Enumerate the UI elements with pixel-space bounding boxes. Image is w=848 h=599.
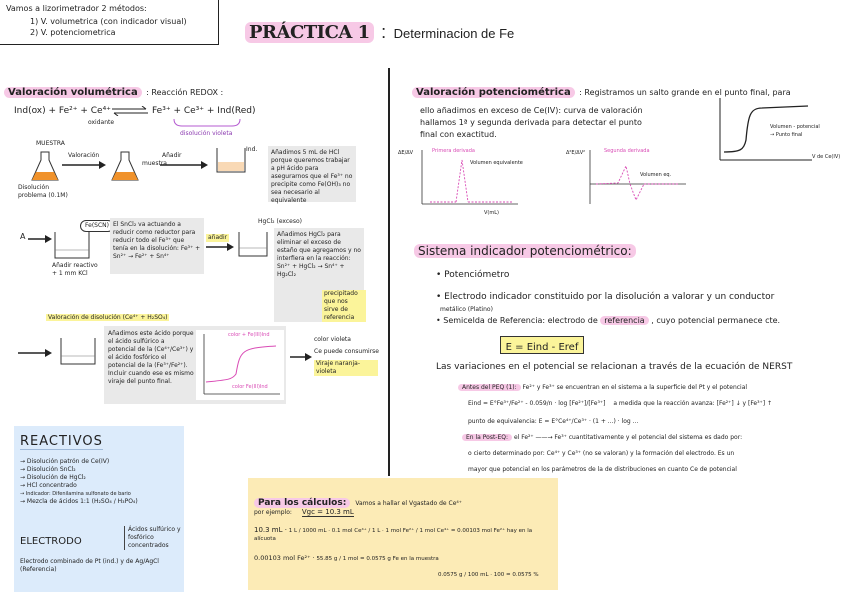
beaker-icon [58, 336, 98, 366]
calc-example: por ejemplo: Vgc = 10.3 mL [254, 508, 354, 516]
intro-line-3: 2) V. potenciometrica [30, 28, 116, 37]
arrow-icon [206, 242, 234, 252]
note-sncl2: El SnCl₂ va actuando a reducir como reductor para reducir todo el Fe³⁺ que tenía en la disolución: Fe³⁺ + Sn²⁺ → Fe²⁺ + Sn⁴⁺ [110, 218, 204, 274]
hgcl2-label: HgCl₂ (exceso) [258, 218, 302, 225]
beaker-icon [236, 228, 270, 258]
bullet-referencia: • Semicelda de Referencia: electrodo de referencia , cuyo potencial permanece cte. [436, 316, 781, 325]
potentiometric-text-3: hallamos 1ª y segunda derivada para detectar el punto [420, 118, 642, 127]
page-title [245, 22, 514, 50]
second-derivative-graph [588, 148, 688, 208]
add-label: Añadir [162, 152, 182, 159]
reactivo-item: → Mezcla de ácidos 1:1 (H₂SO₄ / H₃PO₄) [20, 498, 138, 505]
purple-color-label: color violeta [314, 336, 351, 343]
bubble-label: Fe(SCN) [80, 220, 114, 232]
calc-line-3: 0.0575 g / 100 mL · 100 = 0.0575 % [438, 572, 539, 578]
title-colon: : [381, 22, 387, 42]
ce-consumed-label: Ce puede consumirse [314, 348, 379, 355]
intro-line-2: 1) V. volumetrica (con indicador visual) [30, 17, 187, 26]
beaker-icon [52, 228, 92, 260]
reactivo-item: → Disolución de HgCl₂ [20, 474, 86, 481]
reactivo-item: → HCl concentrado [20, 482, 77, 489]
pre-eq-line: Antes del PEQ (1): Fe²⁺ y Fe³⁺ se encuentran en el sistema a la superficie del Pt y el potencial [458, 384, 848, 392]
reactivos-brace-note: Ácidos sulfúrico y fosfórico concentrados [124, 526, 184, 550]
calc-line-2: 0.00103 mol Fe²⁺ · 55.85 g / 1 mol = 0.0575 g Fe en la muestra [254, 554, 439, 562]
title-typed: Determinacion de Fe [393, 26, 515, 41]
reactivo-item: → Indicador: Difenilamina sulfonato de bario [20, 491, 131, 497]
nernst-intro: Las variaciones en el potencial se relacionan a través de la ecuación de NERST [436, 362, 793, 372]
bullet-electrodo-a: • Electrodo indicador constituido por la disolución a valorar y un conductor [436, 292, 775, 302]
potentiometric-text-2: ello añadimos en exceso de Ce(IV): curva de valoración [420, 106, 643, 115]
column-divider [388, 68, 390, 476]
electrodo-text: Electrodo combinado de Pt (ind.) y de Ag/AgCl (Referencia) [20, 558, 159, 573]
arrow-icon [290, 352, 312, 362]
curve-axis-label: V de Ce(IV) [812, 154, 841, 160]
d2-note: Volumen eq. [640, 172, 672, 178]
note-hgcl2-precipitate: precipitado que nos sirve de referencia [322, 290, 366, 322]
reaction-brace-icon [172, 118, 242, 128]
titration-ce-label: Valoración de disolución (Ce⁴⁺ + H₂SO₄) [48, 314, 168, 321]
volumetric-section-title: Valoración volumétrica : Reacción REDOX : [4, 82, 223, 100]
step-a-caption: Añadir reactivo + 1 mm KCl [52, 262, 98, 277]
note-acid: Añadimos este ácido porque el ácido sulfúrico a potencial de la (Ce⁴⁺/Ce³⁺) y el ácido fosfórico el potencial de la (Fe³⁺/Fe²⁺). Incluir cuando ese es mismo viraje del punto final. [108, 330, 194, 385]
d1-title: Primera derivada [432, 148, 475, 154]
potentiometric-text-4: final con exactitud. [420, 130, 497, 139]
intro-box [0, 0, 219, 45]
d1-ylabel: ΔE/ΔV [398, 150, 414, 156]
reactivos-title: REACTIVOS [20, 434, 103, 449]
sample-label: MUESTRA [36, 140, 65, 147]
calc-box [248, 478, 558, 590]
formula-box [500, 336, 584, 354]
d1-xlabel: V(mL) [484, 210, 499, 216]
post-eq-line-3: mayor que potencial en los parámetros de la de distribuciones en cuanto Ce de potencial [468, 466, 737, 473]
flask-sample-icon [30, 150, 60, 182]
post-eq-line-2: o cierto determinado por: Ce⁴⁺ y Ce³⁺ (no se valoran) y la formación del electrodo. Es un [468, 450, 735, 457]
d2-title: Segunda derivada [604, 148, 650, 154]
nernst-eq-1: Eind = E°Fe³⁺/Fe²⁺ - 0.059/n · log [Fe²⁺]/[Fe³⁺] a medida que la reacción avanza: [Fe²⁺] ↓ y [Fe³⁺] ↑ [468, 400, 772, 407]
d1-note: Volumen equivalente [470, 160, 523, 166]
titration-curve-graph [716, 96, 816, 166]
sistema-title: Sistema indicador potenciométrico: [414, 240, 636, 259]
step-a-label: A [20, 232, 26, 241]
add-arrow-label: añadir [208, 234, 228, 241]
reaction-note: disolución violeta [180, 130, 233, 137]
arrow-icon [62, 160, 106, 170]
reaction-right: Fe³⁺ + Ce³⁺ + Ind(Red) [152, 106, 256, 116]
note-hgcl2: Añadimos HgCl₂ para eliminar el exceso de estaño que agregamos y no interfiera en la reacción: Sn²⁺ + HgCl₂ → Sn⁴⁺ + Hg₂Cl₂ [274, 228, 364, 322]
arrow-icon [18, 348, 52, 358]
arrow-icon [160, 160, 208, 170]
reactivos-box [14, 426, 184, 592]
reaction-left: Ind(ox) + Fe²⁺ + Ce⁴⁺ [14, 106, 111, 116]
first-derivative-graph [420, 148, 520, 208]
equivalence-line: punto de equivalencia: E = E°Ce⁴⁺/Ce³⁺ · (1 + ...) · log ... [468, 418, 639, 425]
potentiometric-text-1: : Registramos un salto grande en el punto final, para [579, 88, 791, 97]
curve-label-2: → Punto final [770, 132, 803, 138]
bullet-potenciometro: • Potenciómetro [436, 270, 510, 280]
graph-label-1: color + Fe(III)Ind [228, 332, 270, 338]
calc-line-1: 10.3 mL · 1 L / 1000 mL · 0.1 mol Ce⁴⁺ / 1 L · 1 mol Fe²⁺ / 1 mol Ce⁴⁺ = 0.00103 mol Fe²⁺ hay en la alícuota [254, 526, 533, 542]
color-change-label: Viraje naranja-violeta [314, 360, 378, 376]
intro-line-1: Vamos a lizorimetrador 2 métodos: [6, 4, 147, 13]
reactivos-list [20, 458, 138, 506]
post-eq-line: En la Post-EQ: el Fe²⁺ ——→ Fe³⁺ cuantitativamente y el potencial del sistema es dado por: [462, 434, 848, 442]
indicator-label: Ind. [246, 146, 258, 153]
sample-small-label: muestra [142, 160, 167, 167]
potentiometric-title: Valoración potenciométrica [412, 87, 575, 98]
reactivo-item: → Disolución patrón de Ce(IV) [20, 458, 110, 465]
reactivo-item: → Disolución SnCl₂ [20, 466, 76, 473]
formula: E = Eind - Eref [505, 342, 579, 353]
arrow-icon [28, 234, 52, 244]
electrodo-title: ELECTRODO [20, 536, 82, 547]
titration-label: Valoración [68, 152, 100, 159]
graph-label-2: color Fe(III)Ind [232, 384, 268, 390]
bullet-electrodo-b: metálico (Platino) [440, 306, 493, 313]
calc-title: Para los cálculos: Vamos a hallar el Vgastado de Ce⁴⁺ [254, 490, 554, 509]
equilibrium-arrow-icon [112, 106, 148, 116]
title-handwritten: PRÁCTICA 1 [245, 22, 374, 43]
note-hcl: Añadimos 5 mL de HCl porque queremos trabajar a pH ácido para asegurarnos que el Fe³⁺ no precipite como Fe(OH)₃ no sea necesario al equivalente [268, 146, 356, 202]
d2-ylabel: Δ²E/ΔV² [566, 150, 586, 156]
flask-icon [110, 150, 140, 182]
beaker-icon [214, 144, 248, 174]
sample-caption: Disolución problema (0.1M) [18, 184, 68, 199]
reaction-left-note: oxidante [88, 119, 115, 126]
curve-label-1: Volumen - potencial [770, 124, 820, 130]
